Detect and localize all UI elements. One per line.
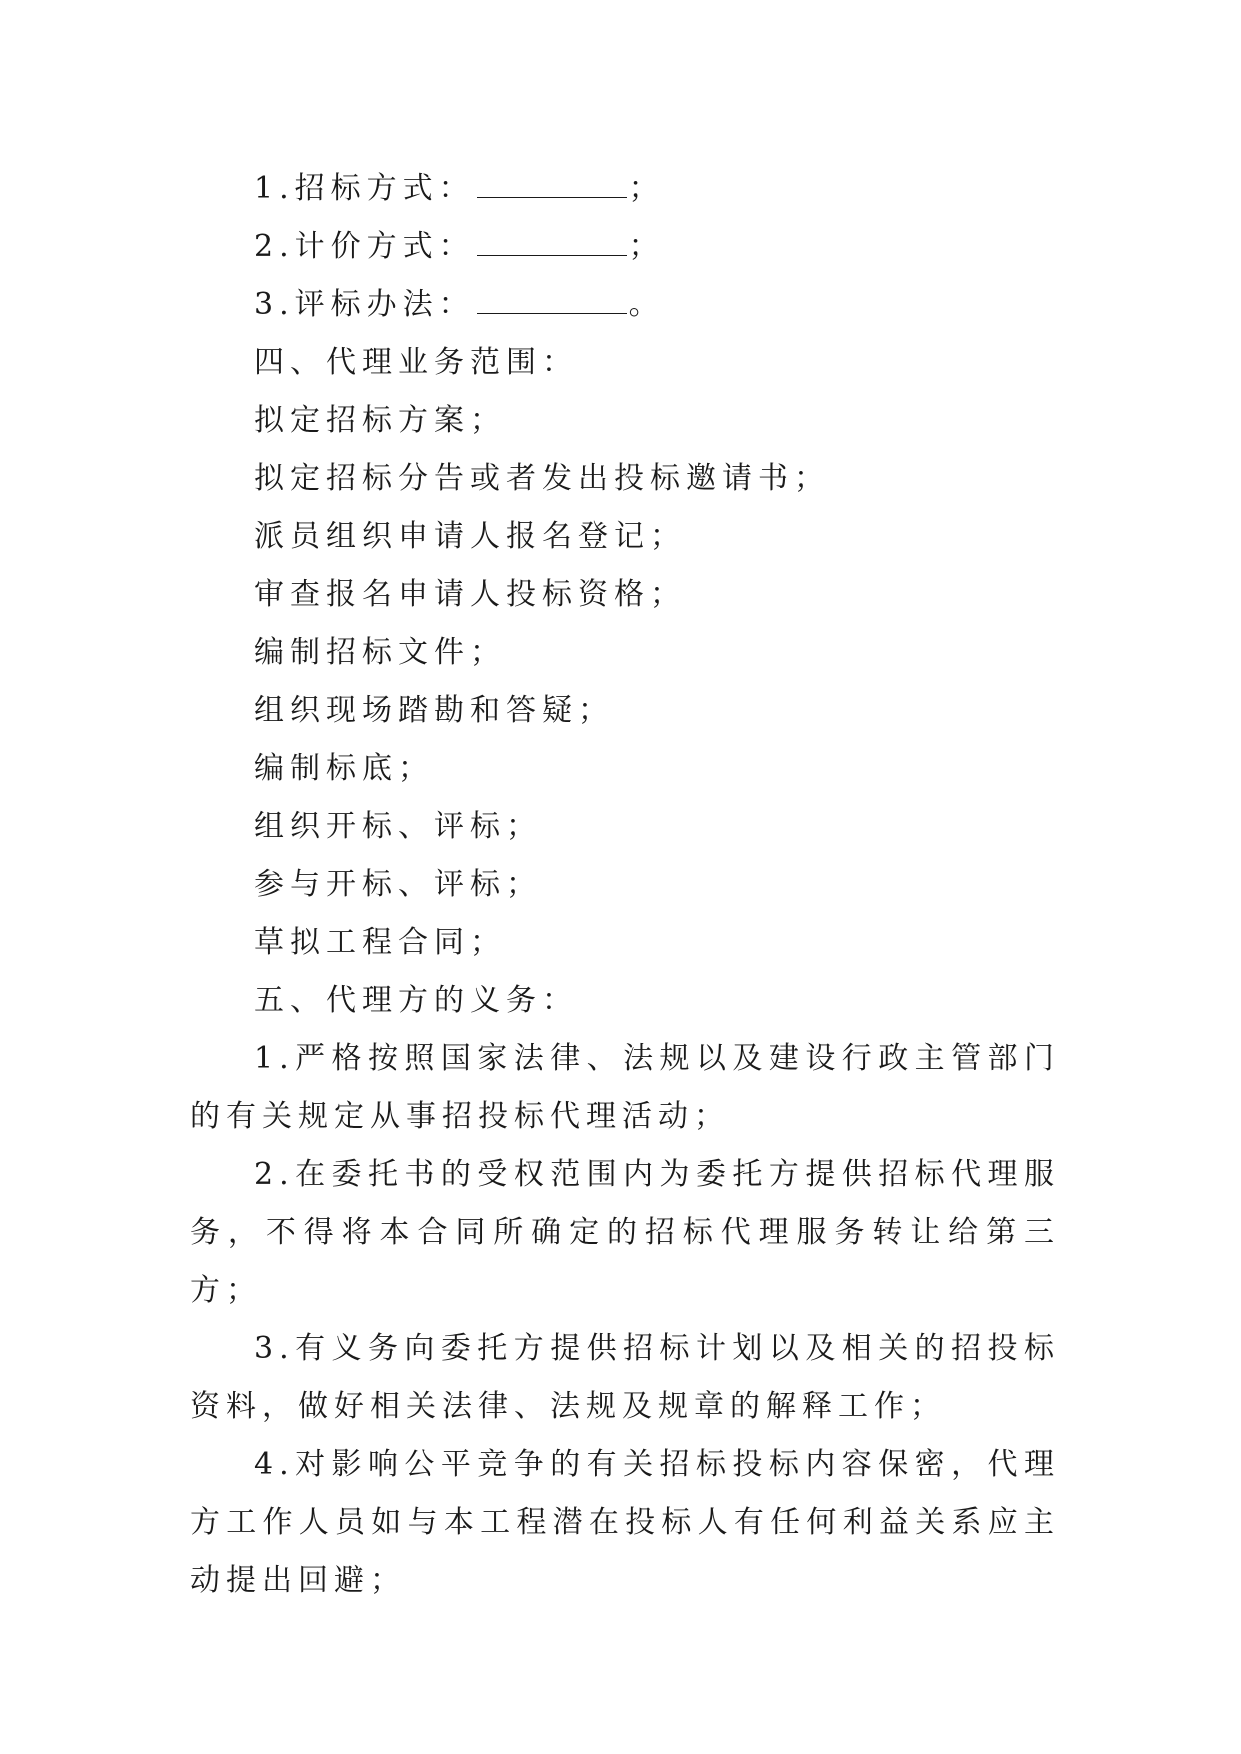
scope-item: 派员组织申请人报名登记； bbox=[254, 519, 686, 554]
scope-item: 草拟工程合同； bbox=[254, 925, 506, 960]
evaluation-method-end: 。 bbox=[628, 287, 665, 322]
pricing-method-end: ； bbox=[628, 229, 665, 264]
evaluation-method-blank[interactable] bbox=[477, 283, 627, 314]
obligation-paragraph: 1.严格按照国家法律、法规以及建设行政主管部门的有关规定从事招投标代理活动； bbox=[190, 1041, 1060, 1134]
scope-item: 编制标底； bbox=[254, 751, 434, 786]
evaluation-method-label: 3.评标办法： bbox=[254, 287, 475, 322]
pricing-method-line bbox=[190, 218, 1060, 276]
pricing-method-label: 2.计价方式： bbox=[254, 229, 475, 264]
bidding-method-end: ； bbox=[628, 171, 665, 206]
bidding-method-line bbox=[190, 160, 1060, 218]
section-five-heading: 五、代理方的义务： bbox=[254, 983, 578, 1018]
scope-item: 组织开标、评标； bbox=[254, 809, 542, 844]
scope-item: 编制招标文件； bbox=[254, 635, 506, 670]
obligation-paragraph: 2.在委托书的受权范围内为委托方提供招标代理服务，不得将本合同所确定的招标代理服务转让给第三方； bbox=[190, 1157, 1060, 1308]
obligation-paragraph: 3.有义务向委托方提供招标计划以及相关的招投标资料，做好相关法律、法规及规章的解释工作； bbox=[190, 1331, 1060, 1424]
obligation-paragraph: 4.对影响公平竞争的有关招标投标内容保密，代理方工作人员如与本工程潜在投标人有任何利益关系应主动提出回避； bbox=[190, 1447, 1060, 1598]
bidding-method-label: 1.招标方式： bbox=[254, 171, 475, 206]
scope-item: 审查报名申请人投标资格； bbox=[254, 577, 686, 612]
bidding-method-blank[interactable] bbox=[477, 167, 627, 198]
scope-item: 参与开标、评标； bbox=[254, 867, 542, 902]
scope-item: 拟定招标方案； bbox=[254, 403, 506, 438]
pricing-method-blank[interactable] bbox=[477, 225, 627, 256]
evaluation-method-line bbox=[190, 276, 1060, 334]
scope-item: 组织现场踏勘和答疑； bbox=[254, 693, 614, 728]
document-body bbox=[190, 160, 1060, 1610]
section-four-heading: 四、代理业务范围： bbox=[254, 345, 578, 380]
scope-item: 拟定招标分告或者发出投标邀请书； bbox=[254, 461, 830, 496]
